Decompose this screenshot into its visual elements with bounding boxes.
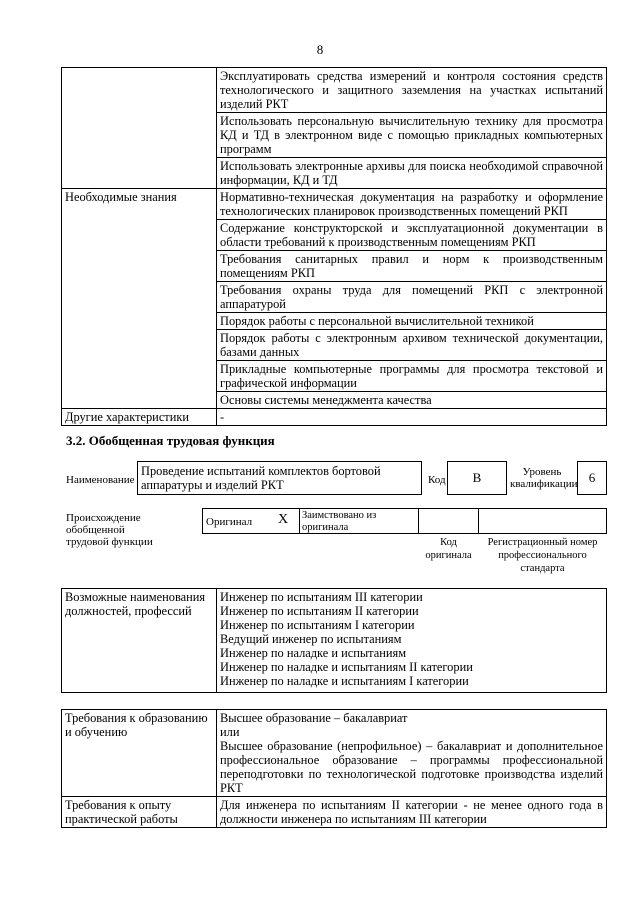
row-item: Прикладные компьютерные программы для просмотра текстовой и графической информации (217, 361, 607, 392)
requirements-table (61, 709, 607, 828)
row-label (62, 68, 217, 189)
code-label: Код (428, 474, 446, 486)
original-mark: X (278, 512, 289, 527)
page-number: 8 (316, 42, 324, 57)
education-line: или (220, 725, 240, 739)
table-row (62, 409, 607, 426)
row-item: Требования санитарных правил и норм к производственным помещениям РКП (217, 251, 607, 282)
origin-label: Происхождение обобщенной трудовой функции (66, 512, 153, 548)
original-text: Оригинал (206, 516, 253, 528)
table-row (62, 68, 607, 113)
level-value-box: 6 (577, 461, 607, 495)
experience-label: Требования к опыту практической работы (62, 797, 217, 828)
borrowed-text: Заимствовано из оригинала (302, 510, 377, 533)
table-row (62, 189, 607, 220)
positions-table (61, 588, 607, 693)
position-item: Инженер по наладке и испытаниям II категории (220, 660, 473, 674)
registration-number-note: Регистрационный номер профессионального стандарта (487, 537, 598, 574)
positions-list (217, 589, 607, 693)
row-item: Использовать электронные архивы для поиска необходимой справочной информации, КД и ТД (217, 158, 607, 189)
row-item: Порядок работы с электронным архивом технической документации, базами данных (217, 330, 607, 361)
experience-text: Для инженера по испытаниям II категории - не менее одного года в должности инженера по испытаниям III категории (217, 797, 607, 828)
education-label: Требования к образованию и обучению (62, 710, 217, 797)
row-item: - (217, 409, 607, 426)
education-line: Высшее образование (непрофильное) – бакалавриат и дополнительное профессиональное образование – программы профессиональной переподготовки по технологической подготовке производства изделий РКТ (220, 739, 603, 795)
row-item: Содержание конструкторской и эксплуатационной документации в области требований к производственным помещениям РКП (217, 220, 607, 251)
function-name-box: Проведение испытаний комплектов бортовой аппаратуры и изделий РКТ (137, 461, 422, 495)
code-value-box: В (447, 461, 507, 495)
position-item: Инженер по наладке и испытаниям I категории (220, 674, 469, 688)
row-item: Основы системы менеджмента качества (217, 392, 607, 409)
education-text (217, 710, 607, 797)
position-item: Инженер по испытаниям III категории (220, 590, 423, 604)
registration-number-cell (478, 508, 607, 534)
row-item: Использовать персональную вычислительную технику для просмотра КД и ТД в электронном виде с помощью прикладных компьютерных программ (217, 113, 607, 158)
row-item: Порядок работы с персональной вычислительной техникой (217, 313, 607, 330)
position-item: Инженер по испытаниям I категории (220, 618, 415, 632)
position-item: Ведущий инженер по испытаниям (220, 632, 402, 646)
skills-knowledge-table (61, 67, 607, 426)
section-heading: 3.2. Обобщенная трудовая функция (66, 433, 275, 448)
original-code-cell (418, 508, 479, 534)
position-item: Инженер по испытаниям II категории (220, 604, 419, 618)
row-item: Требования охраны труда для помещений РКП с электронной аппаратурой (217, 282, 607, 313)
position-item: Инженер по наладке и испытаниям (220, 646, 407, 660)
level-label: Уровень квалификации (510, 466, 578, 490)
original-code-note: Код оригинала (425, 537, 472, 561)
row-item: Эксплуатировать средства измерений и контроля состояния средств технологического и защитного заземления на участках испытаний изделий РКТ (217, 68, 607, 113)
row-label: Необходимые знания (62, 189, 217, 409)
row-item: Нормативно-техническая документация на разработку и оформление технологических планировок производственных помещений РКП (217, 189, 607, 220)
name-label: Наименование (66, 474, 135, 486)
education-line: Высшее образование – бакалавриат (220, 711, 408, 725)
positions-label: Возможные наименования должностей, профессий (62, 589, 217, 693)
row-label: Другие характеристики (62, 409, 217, 426)
